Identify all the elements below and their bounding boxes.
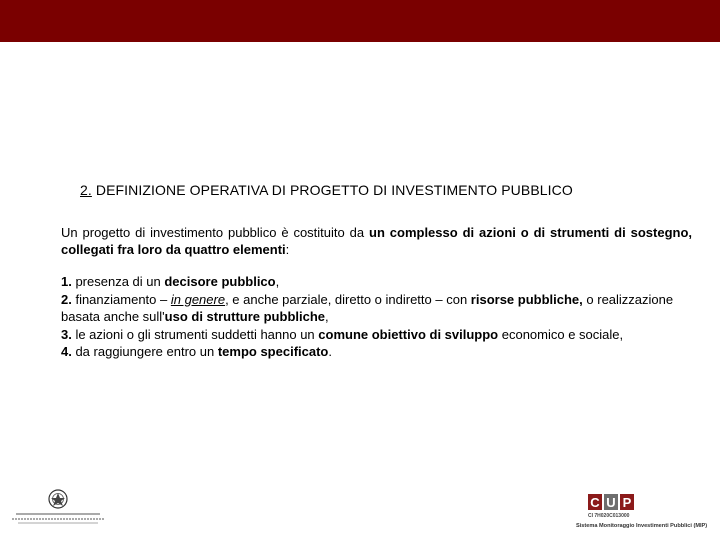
list-item [61, 291, 692, 326]
intro-colon: : [285, 242, 290, 257]
ministry-caption-lines [12, 514, 104, 523]
cup-letter: U [606, 495, 616, 510]
top-banner [0, 0, 720, 42]
list-item [61, 273, 692, 291]
item-text: presenza di un [71, 274, 165, 289]
item-italic: in genere [170, 291, 226, 307]
cup-logo [574, 494, 714, 532]
item-bold: decisore pubblico [164, 274, 276, 289]
item-text: le azioni o gli strumenti suddetti hanno un [71, 326, 319, 342]
item-bold: uso di strutture pubbliche [164, 309, 326, 324]
cup-letter: C [590, 495, 600, 510]
item-text: finanziamento – [71, 291, 171, 307]
list-item [61, 326, 692, 344]
item-number: 2. [61, 291, 72, 307]
item-text: o realizzazione basata anche sull' [61, 291, 674, 324]
section-title [80, 182, 700, 198]
cup-caption: Sistema Monitoraggio Investimenti Pubblici (MIP) [576, 523, 708, 529]
item-text: , [275, 274, 280, 289]
section-title-text: DEFINIZIONE OPERATIVA DI PROGETTO DI INVESTIMENTO PUBBLICO [91, 182, 573, 198]
item-text: , [325, 309, 329, 324]
item-number: 3. [61, 326, 72, 342]
item-text: da raggiungere entro un [71, 344, 218, 359]
intro-bold: un complesso di azioni o di strumenti di sostegno, collegati fra loro da quattro elementi [61, 225, 693, 257]
item-number: 4. [61, 344, 72, 359]
elements-list [61, 273, 692, 361]
item-bold: tempo specificato [217, 344, 329, 359]
intro-paragraph [61, 224, 692, 258]
cup-code: CI 7H020C013000 [588, 513, 630, 519]
emblem-icon [49, 490, 67, 508]
ministry-emblem-logo [8, 488, 108, 528]
item-text: , e anche parziale, diretto o indiretto – con [225, 291, 471, 307]
cup-letters [588, 494, 634, 510]
intro-text: Un progetto di investimento pubblico è costituito da [61, 225, 369, 240]
cup-letter: P [622, 495, 632, 510]
item-text: economico e sociale, [498, 326, 624, 342]
item-number: 1. [61, 274, 72, 289]
item-text: . [328, 344, 332, 359]
section-number: 2. [80, 182, 92, 198]
item-bold: risorse pubbliche, [470, 291, 583, 307]
list-item [61, 343, 692, 361]
item-bold: comune obiettivo di sviluppo [318, 326, 499, 342]
